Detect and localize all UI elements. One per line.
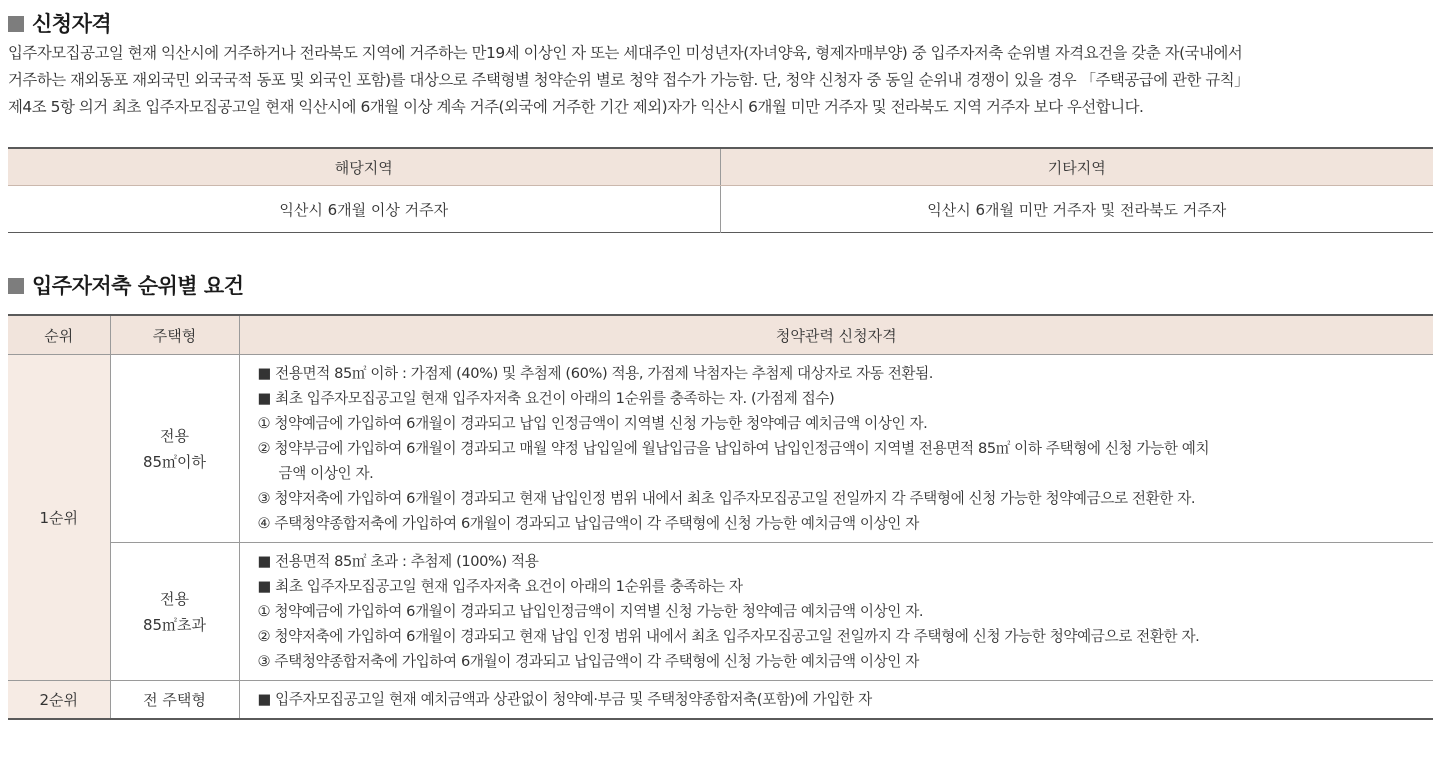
cell-qualification-over85 — [239, 543, 1433, 681]
qualification-line: ① 청약예금에 가입하여 6개월이 경과되고 납입 인정금액이 지역별 신청 가능한 청약예금 예치금액 이상인 자. — [257, 415, 928, 432]
square-bullet-icon — [8, 16, 24, 32]
table-row — [8, 681, 1433, 720]
header-qualification: 청약관력 신청자격 — [239, 315, 1433, 355]
qualification-line: ③ 주택청약종합저축에 가입하여 6개월이 경과되고 납입금액이 각 주택형에 신청 가능한 예치금액 이상인 자 — [257, 653, 919, 670]
qualification-line: ■ 입주자모집공고일 현재 예치금액과 상관없이 청약예·부금 및 주택청약종합저축(포함)에 가입한 자 — [257, 691, 872, 708]
section-title-text: 입주자저축 순위별 요건 — [32, 274, 244, 298]
house-type-line: 85㎡이하 — [142, 452, 207, 471]
qualification-line: ■ 최초 입주자모집공고일 현재 입주자저축 요건이 아래의 1순위를 충족하는 자. (가점제 접수) — [257, 390, 835, 407]
section-title-eligibility — [8, 8, 111, 38]
cell-other-region: 익산시 6개월 미만 거주자 및 전라북도 거주자 — [720, 186, 1433, 233]
cell-qualification-rank2 — [239, 681, 1433, 720]
table-header-row — [8, 315, 1433, 355]
qualification-line: 금액 이상인 자. — [278, 465, 374, 482]
section-title-savings-rank — [8, 270, 243, 300]
qualification-line: ② 청약부금에 가입하여 6개월이 경과되고 매월 약정 납입일에 월납입금을 납입하여 납입인정금액이 지역별 전용면적 85㎡ 이하 주택형에 신청 가능한 예치 — [257, 440, 1210, 457]
paragraph-line: 제4조 5항 의거 최초 입주자모집공고일 현재 익산시에 6개월 이상 계속 거주(외국에 거주한 기간 제외)자가 익산시 6개월 미만 거주자 및 전라북도 지역 거주자 보다 우선합니다. — [8, 98, 1144, 116]
rank-requirements-table — [8, 314, 1433, 720]
paragraph-line: 입주자모집공고일 현재 익산시에 거주하거나 전라북도 지역에 거주하는 만19세 이상인 자 또는 세대주인 미성년자(자녀양육, 형제자매부양) 중 입주자저축 순위별 자격요건을 갖춘 자(국내에서 — [8, 44, 1243, 62]
cell-qualification-under85 — [239, 355, 1433, 543]
cell-rank-1: 1순위 — [8, 355, 110, 681]
cell-rank-2: 2순위 — [8, 681, 110, 720]
house-type-line: 전용 — [160, 426, 189, 445]
table-row — [8, 543, 1433, 681]
square-bullet-icon — [8, 278, 24, 294]
house-type-line: 85㎡초과 — [142, 615, 207, 634]
qualification-line: ■ 최초 입주자모집공고일 현재 입주자저축 요건이 아래의 1순위를 충족하는 자 — [257, 578, 743, 595]
cell-house-type-under85 — [110, 355, 239, 543]
table-row — [8, 186, 1433, 233]
eligibility-paragraph — [8, 40, 1433, 121]
qualification-line: ■ 전용면적 85㎡ 이하 : 가점제 (40%) 및 추첨제 (60%) 적용, 가점제 낙첨자는 추첨제 대상자로 자동 전환됨. — [257, 365, 934, 382]
qualification-line: ■ 전용면적 85㎡ 초과 : 추첨제 (100%) 적용 — [257, 553, 539, 570]
table-header-row — [8, 148, 1433, 186]
table-row — [8, 355, 1433, 543]
section-title-text: 신청자격 — [32, 12, 112, 36]
header-rank: 순위 — [8, 315, 110, 355]
header-local-region: 해당지역 — [8, 148, 720, 186]
cell-house-type-all: 전 주택형 — [110, 681, 239, 720]
qualification-line: ① 청약예금에 가입하여 6개월이 경과되고 납입인정금액이 지역별 신청 가능한 청약예금 예치금액 이상인 자. — [257, 603, 924, 620]
paragraph-line: 거주하는 재외동포 재외국민 외국국적 동포 및 외국인 포함)를 대상으로 주택형별 청약순위 별로 청약 접수가 가능함. 단, 청약 신청자 중 동일 순위내 경쟁이 있을 경우 「주택공급에 관한 규칙」 — [8, 71, 1250, 89]
cell-local-region: 익산시 6개월 이상 거주자 — [279, 200, 449, 219]
qualification-line: ③ 청약저축에 가입하여 6개월이 경과되고 현재 납입인정 범위 내에서 최초 입주자모집공고일 전일까지 각 주택형에 신청 가능한 청약예금으로 전환한 자. — [257, 490, 1196, 507]
header-house-type: 주택형 — [110, 315, 239, 355]
header-other-region: 기타지역 — [720, 148, 1433, 186]
cell-house-type-over85 — [110, 543, 239, 681]
qualification-line: ② 청약저축에 가입하여 6개월이 경과되고 현재 납입 인정 범위 내에서 최초 입주자모집공고일 전일까지 각 주택형에 신청 가능한 청약예금으로 전환한 자. — [257, 628, 1200, 645]
qualification-line: ④ 주택청약종합저축에 가입하여 6개월이 경과되고 납입금액이 각 주택형에 신청 가능한 예치금액 이상인 자 — [257, 515, 919, 532]
region-table — [8, 147, 1433, 233]
house-type-line: 전용 — [160, 589, 189, 608]
